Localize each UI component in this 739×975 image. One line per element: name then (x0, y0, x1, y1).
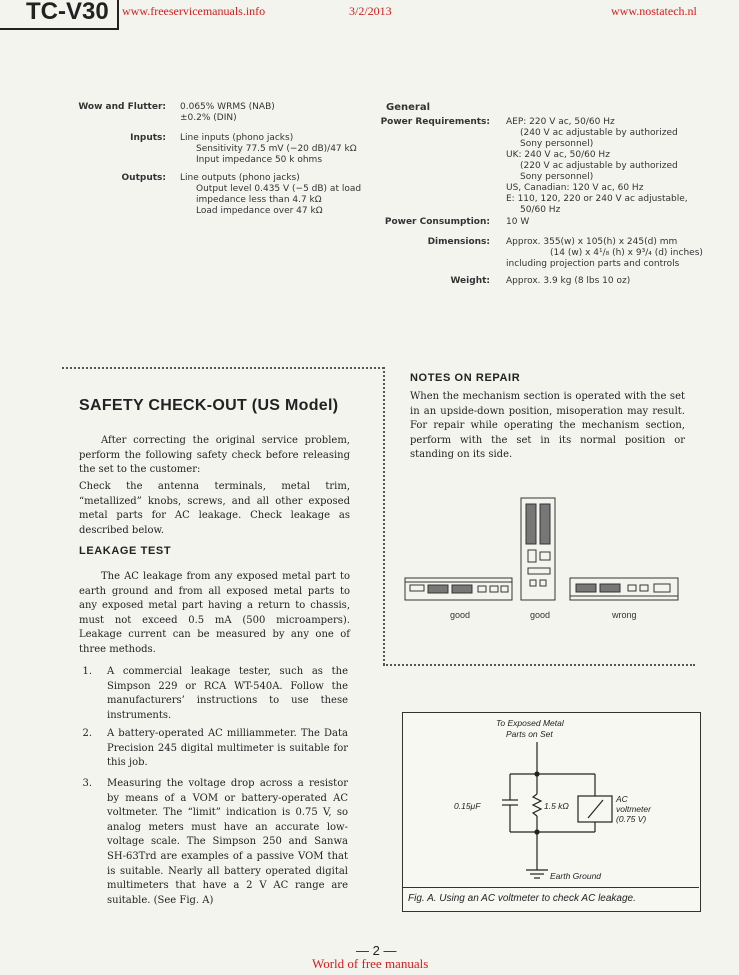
divider-vertical (383, 367, 385, 665)
method-2-number: 2. (82, 728, 92, 739)
spec-label-outputs: Outputs: (121, 173, 166, 183)
spec-value-weight: Approx. 3.9 kg (8 lbs 10 oz) (506, 276, 631, 286)
footer-watermark: World of free manuals (312, 956, 429, 971)
fig-label-resistor: 1.5 kΩ (544, 801, 569, 811)
page-number: — 2 — (356, 943, 397, 958)
spec-value-consumption: 10 W (506, 217, 530, 227)
model-label: TC-V30 (0, 0, 119, 30)
deck-horizontal-good-illustration (405, 578, 512, 600)
fig-label-exposed-metal: To Exposed Metal (496, 718, 564, 728)
figure-caption-divider (402, 887, 699, 888)
divider-bottom-right (383, 664, 695, 666)
divider-top-left (62, 367, 384, 369)
method-1-number: 1. (82, 666, 92, 677)
header-date: 3/2/2013 (349, 4, 392, 18)
spec-label-wow: Wow and Flutter: (78, 102, 166, 112)
safety-intro: After correcting the original service problem, perform the following safety check before releasing the set to the customer: (79, 435, 350, 476)
header-left-url[interactable]: www.freeservicemanuals.info (122, 4, 266, 18)
general-heading: General (386, 102, 430, 113)
safety-check: Check the antenna terminals, metal trim, “metallized” knobs, screws, and all other exposed metal parts for AC leakage. Check leakage as described below. (79, 481, 350, 536)
repair-text: When the mechanism section is operated with the set in an upside-down position, misoperation may result. For repair while operating the mechanism section, perform with the set in its normal position or standing on its side. (410, 391, 685, 461)
leakage-heading: LEAKAGE TEST (79, 545, 172, 557)
spec-label-weight: Weight: (450, 276, 490, 286)
spec-value-wow: 0.065% WRMS (NAB) ±0.2% (DIN) (180, 102, 275, 123)
spec-value-power: AEP: 220 V ac, 50/60 Hz (240 V ac adjustable by authorized Sony personnel) UK: 240 V ac, 50/60 Hz (220 V ac adjustable by authorized Sony personnel) US, Canadian: 120 V ac, 60 Hz E: 110, 120, 220 or 240 V ac adjustable, 50/60 Hz (506, 117, 688, 215)
spec-value-inputs: Line inputs (phono jacks) Sensitivity 77.5 mV (−20 dB)/47 kΩ Input impedance 50 k ohms (180, 133, 357, 165)
label-good-2: good (530, 610, 551, 620)
deck-upside-down-wrong-illustration (570, 578, 678, 600)
fig-label-parts-on-set: Parts on Set (506, 729, 553, 739)
spec-label-power: Power Requirements: (380, 117, 490, 127)
fig-label-meter-value: (0.75 V) (616, 814, 647, 824)
leakage-text: The AC leakage from any exposed metal part to earth ground and from all exposed metal parts to any exposed metal part having a return to chassis, must not exceed 0.5 mA (500 microampers). Leakage current can be measured by any one of three methods. (79, 571, 350, 655)
deck-vertical-good-illustration (521, 498, 555, 600)
fig-label-meter-ac: AC (616, 794, 628, 804)
label-good-1: good (450, 610, 471, 620)
spec-label-inputs: Inputs: (130, 133, 166, 143)
label-wrong: wrong (612, 610, 637, 620)
header-right-url[interactable]: www.nostatech.nl (611, 4, 697, 18)
method-2-text: A battery-operated AC milliammeter. The Data Precision 245 digital multimeter is suitable for this job. (107, 728, 348, 769)
spec-value-outputs: Line outputs (phono jacks) Output level 0.435 V (−5 dB) at load impedance less than 4.7 kΩ Load impedance over 47 kΩ (180, 173, 362, 216)
spec-value-dimensions: Approx. 355(w) x 105(h) x 245(d) mm (14 (w) x 4¹/₈ (h) x 9³/₄ (d) inches) including projection parts and controls (506, 237, 703, 269)
repair-orientation-illustration (400, 492, 690, 604)
method-3-number: 3. (82, 778, 92, 789)
safety-title: SAFETY CHECK-OUT (US Model) (79, 397, 339, 414)
figure-caption: Fig. A. Using an AC voltmeter to check AC leakage. (408, 893, 636, 904)
spec-label-consumption: Power Consumption: (384, 217, 490, 227)
repair-heading: NOTES ON REPAIR (410, 372, 521, 384)
spec-label-dimensions: Dimensions: (427, 237, 490, 247)
method-1-text: A commercial leakage tester, such as the Simpson 229 or RCA WT-540A. Follow the manufacturers’ instructions to use these instruments. (107, 666, 348, 721)
fig-label-meter-voltmeter: voltmeter (616, 804, 651, 814)
fig-label-earth-ground: Earth Ground (550, 871, 602, 881)
method-3-text: Measuring the voltage drop across a resistor by means of a VOM or battery-operated AC voltmeter. The “limit” indication is 0.75 V, so analog meters must have an accurate low-voltage scale. The Simpson 250 and Sanwa SH-63Trd are examples of a passive VOM that is suitable. Nearly all battery operated digital multimeters that have a 2 V AC range are suitable. (See Fig. A) (107, 778, 348, 906)
fig-label-capacitor: 0.15μF (454, 801, 481, 811)
